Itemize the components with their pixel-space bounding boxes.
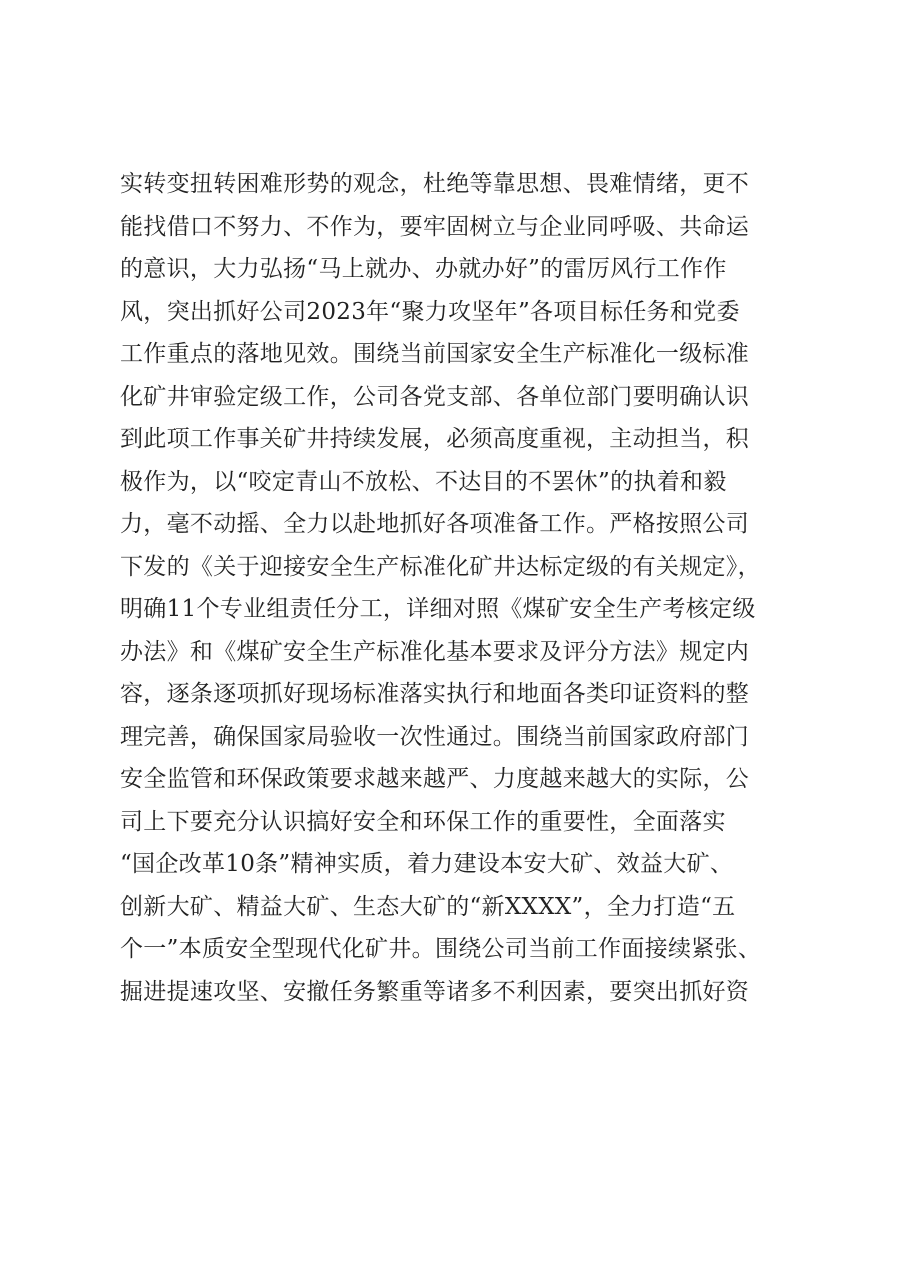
text-line: 实转变扭转困难形势的观念，杜绝等靠思想、畏难情绪，更不 (120, 171, 750, 197)
text-line: 安全监管和环保政策要求越来越严、力度越来越大的实际，公 (120, 766, 750, 792)
text-line: 的意识，大力弘扬“马上就办、办就办好”的雷厉风行工作作 (120, 256, 727, 282)
text-line: 能找借口不努力、不作为，要牢固树立与企业同呼吸、共命运 (120, 213, 750, 240)
text-line: “国企改革10条”精神实质，着力建设本安大矿、效益大矿、 (120, 851, 734, 877)
body-paragraph (120, 163, 800, 1013)
text-line: 个一”本质安全型现代化矿井。围绕公司当前工作面接续紧张、 (120, 936, 762, 962)
text-line: 到此项工作事关矿井持续发展，必须高度重视，主动担当，积 (120, 426, 750, 452)
text-line: 掘进提速攻坚、安撤任务繁重等诸多不利因素，要突出抓好资 (120, 978, 750, 1005)
text-line: 工作重点的落地见效。围绕当前国家安全生产标准化一级标准 (120, 341, 750, 367)
text-line: 风，突出抓好公司2023年“聚力攻坚年”各项目标任务和党委 (120, 298, 740, 325)
text-line: 明确11个专业组责任分工，详细对照《煤矿安全生产考核定级 (120, 596, 756, 622)
text-line: 司上下要充分认识搞好安全和环保工作的重要性，全面落实 (120, 808, 726, 835)
text-line: 力，毫不动摇、全力以赴地抓好各项准备工作。严格按照公司 (120, 511, 750, 537)
text-line: 容，逐条逐项抓好现场标准落实执行和地面各类印证资料的整 (120, 681, 750, 707)
text-line: 极作为，以“咬定青山不放松、不达目的不罢休”的执着和毅 (120, 468, 727, 495)
text-line: 创新大矿、精益大矿、生态大矿的“新XXXX”，全力打造“五 (120, 893, 736, 920)
text-line: 下发的《关于迎接安全生产标准化矿井达标定级的有关规定》， (120, 553, 761, 580)
text-line: 理完善，确保国家局验收一次性通过。围绕当前国家政府部门 (120, 723, 750, 750)
text-line: 化矿井审验定级工作，公司各党支部、各单位部门要明确认识 (120, 383, 750, 410)
text-line: 办法》和《煤矿安全生产标准化基本要求及评分方法》规定内 (120, 638, 750, 665)
